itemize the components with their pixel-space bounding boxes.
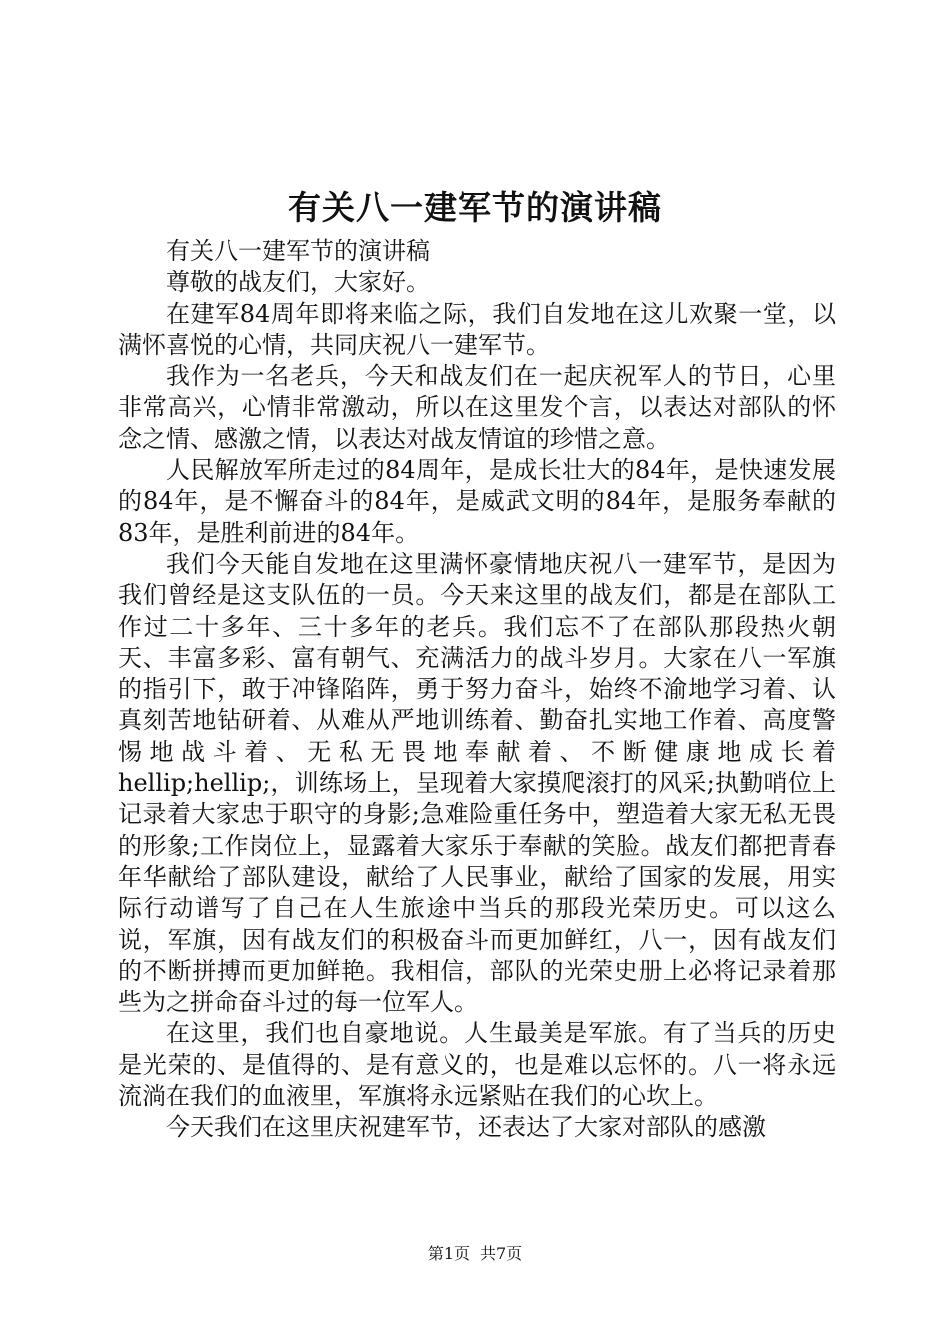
paragraph: 我作为一名老兵，今天和战友们在一起庆祝军人的节日，心里非常高兴，心情非常激动，所以在这里发个言，以表达对部队的怀念之情、感激之情，以表达对战友情谊的珍惜之意。 — [118, 362, 836, 453]
document-body — [118, 236, 836, 1144]
document-title: 有关八一建军节的演讲稿 — [288, 188, 662, 227]
paragraph-greeting: 尊敬的战友们，大家好。 — [166, 268, 430, 297]
paragraph: 在建军84周年即将来临之际，我们自发地在这儿欢聚一堂，以满怀喜悦的心情，共同庆祝八一建军节。 — [118, 299, 836, 359]
paragraph: 人民解放军所走过的84周年，是成长壮大的84年，是快速发展的84年，是不懈奋斗的84年，是威武文明的84年，是服务奉献的83年，是胜利前进的84年。 — [118, 456, 836, 547]
page-total: 共7页 — [480, 1244, 523, 1263]
page-footer — [0, 1244, 950, 1264]
paragraph: 今天我们在这里庆祝建军节，还表达了大家对部队的感激 — [166, 1113, 766, 1142]
paragraph-heading: 有关八一建军节的演讲稿 — [166, 237, 430, 265]
paragraph: 我们今天能自发地在这里满怀豪情地庆祝八一建军节，是因为我们曾经是这支队伍的一员。今天来这里的战友们，都是在部队工作过二十多年、三十多年的老兵。我们忘不了在部队那段热火朝天、丰富多彩、富有朝气、充满活力的战斗岁月。大家在八一军旗的指引下，敢于冲锋陷阵，勇于努力奋斗，始终不渝地学习着、认真刻苦地钻研着、从难从严地训练着、勤奋扎实地工作着、高度警惕地战斗着、无私无畏地奉献着、不断健康地成长着hellip;hellip;，训练场上，呈现着大家摸爬滚打的风采;执勤哨位上记录着大家忠于职守的身影;急难险重任务中，塑造着大家无私无畏的形象;工作岗位上，显露着大家乐于奉献的笑脸。战友们都把青春年华献给了部队建设，献给了人民事业，献给了国家的发展，用实际行动谱写了自己在人生旅途中当兵的那段光荣历史。可以这么说，军旗，因有战友们的积极奋斗而更加鲜红，八一，因有战友们的不断拼搏而更加鲜艳。我相信，部队的光荣史册上必将记录着那些为之拼命奋斗过的每一位军人。 — [118, 549, 836, 1017]
paragraph: 在这里，我们也自豪地说。人生最美是军旅。有了当兵的历史是光荣的、是值得的、是有意义的，也是难以忘怀的。八一将永远流淌在我们的血液里，军旗将永远紧贴在我们的心坎上。 — [118, 1019, 836, 1111]
page-number: 第1页 — [427, 1244, 470, 1263]
